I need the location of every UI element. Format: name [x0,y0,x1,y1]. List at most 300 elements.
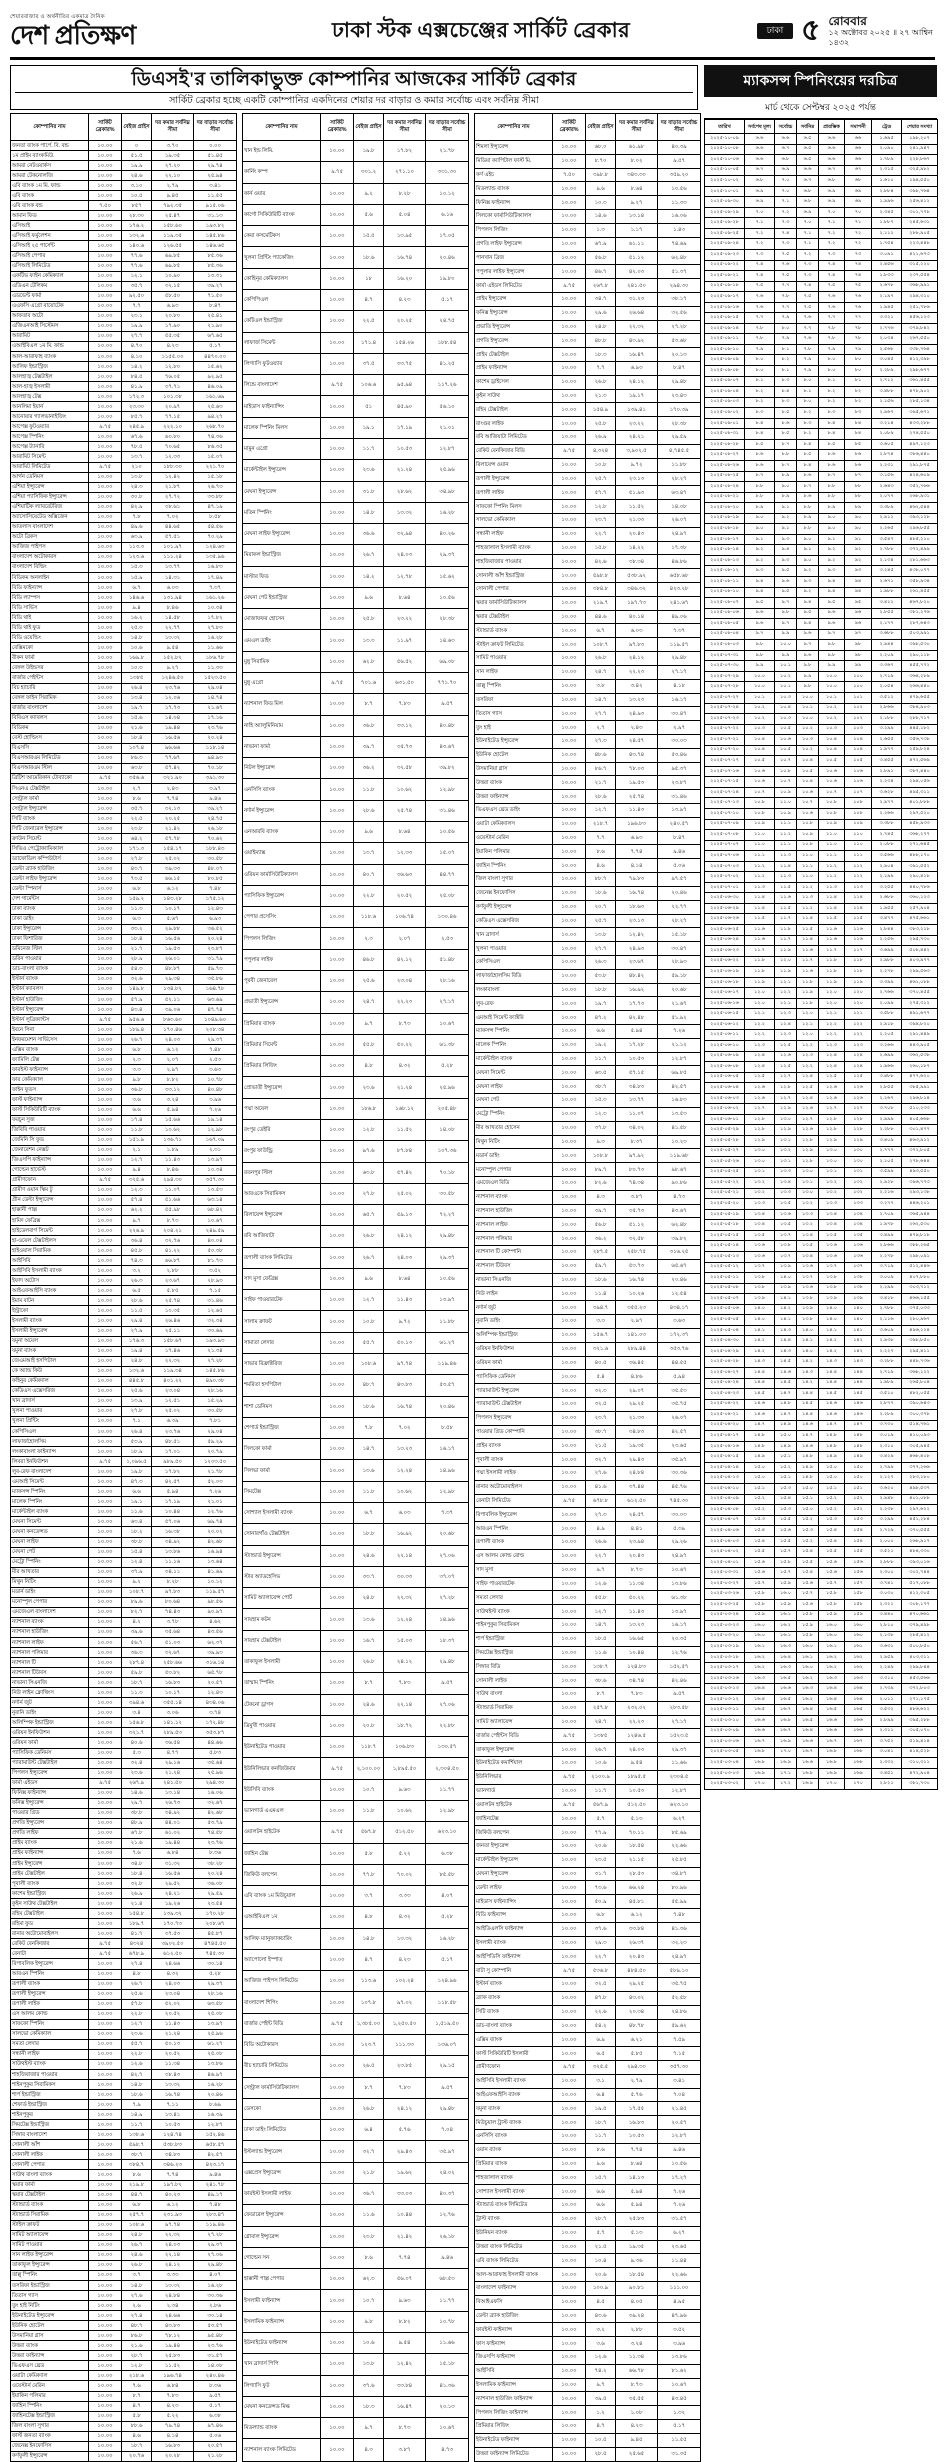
value-cell: ১০.৭ [354,2290,384,2311]
company-name-cell: গ্রামীণফোন [11,1175,89,1185]
value-cell: ৪.০৭ [194,2270,237,2280]
value-cell: ১০.০০ [89,1055,122,1065]
value-cell: ৪৭.১৯ [194,502,237,512]
value-cell: ৭.৪৮ [194,2200,237,2210]
value-cell: ৪৭.৮ [586,1991,616,2005]
value-cell: ২০৮.৬৭ [194,1919,237,1929]
value-cell: ১১.৪৩ [616,804,658,818]
company-name-cell: ইস্টার্ন ক্যাবলস [11,984,89,994]
date-cell: ২০২৫-০৯-১৭ [705,292,745,303]
company-name-cell: প্রিমিয়ার সিমেন্ট [243,1034,321,1055]
value-cell: ১০.৬ [354,2332,384,2353]
table-row [11,1045,237,1055]
value-cell: ১০.৫৩ [616,1052,658,1066]
value-cell: ৪২.৪৬ [658,1674,701,1688]
value-cell: ৮০.৮৫ [194,874,237,884]
company-name-cell: মাস্টার ফিড [243,566,321,587]
value-cell: ৩৩.০৩ [384,2184,426,2205]
date-cell: ২০২৫-০৪-২১ [705,1410,745,1421]
value-cell: ১০.০০ [89,1537,122,1547]
value-cell: ১৫৬.৭ [586,1328,616,1342]
table-row [475,1729,701,1743]
masthead-title [205,8,757,54]
value-cell: ২৫.৩ [122,623,152,633]
table-row [705,988,938,999]
value-cell: ২.৭১৯ [872,671,902,682]
value-cell: ৯.৭ [586,2378,616,2392]
value-cell: ১০.০০ [89,2230,122,2240]
company-name-cell: নুরানি ডাইং [11,1708,89,1718]
value-cell: ১০.০০ [89,974,122,984]
value-cell: ৭.২ [775,207,797,218]
value-cell: ১০.৬৭ [658,1563,701,1577]
table-row [11,1748,237,1758]
value-cell: ২৮১,৬৬৩ [902,555,938,566]
value-cell: ১০.০০ [553,237,586,251]
table-row [475,596,701,610]
company-name-cell: কেপিসিএল [11,1427,89,1437]
value-cell: ৯.৭ [745,629,775,640]
value-cell: ৯৪ [845,576,872,587]
value-cell: ১০.০০ [553,1135,586,1149]
table-row [475,444,701,458]
table-row [243,1034,469,1055]
value-cell: ১০.০০ [553,1052,586,1066]
value-cell: ৩৬২,৫৩৮ [902,1051,938,1062]
value-cell: ৭.৮ [797,344,819,355]
masthead-date: ১২ অক্টোবর ২০২৫ ॥ ২৭ আশ্বিন ১৪৩২ [828,27,933,47]
value-cell: ২৭.৭২ [152,492,194,502]
value-cell: ৭.৯ [122,2100,152,2110]
value-cell: ১৩.৪ [122,693,152,703]
value-cell: ৮৫.৫৮ [426,1864,469,1885]
value-cell: ১২.৮ [775,1083,797,1094]
date-cell: ২০২৫-০৯-০২ [705,408,745,419]
table-row [11,2120,237,2130]
value-cell: ১৮.৭ [122,2441,152,2451]
value-cell: ১০.০০ [89,1627,122,1637]
value-cell: ১২.১ [775,998,797,1009]
table-row [11,1326,237,1336]
value-cell: ১২৩ [845,1041,872,1052]
value-cell: ১০.০০ [89,663,122,673]
value-cell: ৩৯৮,৫৩০ [902,640,938,651]
value-cell: ৮.৩ [775,376,797,387]
value-cell: ১০.০০ [89,1005,122,1015]
company-name-cell: আইসিবি [11,1256,89,1266]
value-cell: ১১.৭ [586,1784,616,1798]
value-cell: ১৫.৭ [745,1578,775,1589]
value-cell: ১১.৪৩ [152,2019,194,2029]
value-cell: ৩.৫৩২ [872,1705,902,1716]
value-cell: ১৬.৮৩ [616,2116,658,2130]
value-cell: ১২.৮ [745,1114,775,1125]
value-cell: ৬.১৬ [426,204,469,225]
value-cell: ২৪.৭৫ [194,814,237,824]
value-cell: ১৪.২ [354,566,384,587]
company-name-cell: আলহাজ্ব টেক্সটাইল [11,372,89,382]
value-cell: ৭.১ [797,239,819,250]
value-cell: ১২.৯ [775,1104,797,1115]
value-cell: ৯.৬ [797,629,819,640]
value-cell: ৫.৭৬ [616,2088,658,2102]
company-name-cell: আপেক্স ট্যানারি [11,442,89,452]
value-cell: ১৩.৯৭ [194,2019,237,2029]
value-cell: ৩০.৩৩ [384,1566,426,1587]
company-name-cell: রূপালী ইন্স্যুরেন্স [475,472,553,486]
value-cell: ৫৯৮.৭ [122,2140,152,2150]
value-cell: ৪.৫ [586,2295,616,2309]
table-row [243,1205,469,1226]
value-cell: ১০.০০ [321,2226,354,2247]
value-cell: ১০.০০ [89,884,122,894]
value-cell: ১০.৪ [775,703,797,714]
value-cell: ২১.২৪ [152,1768,194,1778]
value-cell: ১২.৮৭ [658,2130,701,2144]
value-cell: ৭.০২ [384,1417,426,1438]
table-row [705,197,938,208]
value-cell: ১১.৮ [745,956,775,967]
company-name-cell: রিপাবলিক ইন্স্যুরেন্স [475,1508,553,1522]
company-name-cell: রহিম টেক্সটাইল [475,403,553,417]
table-row [243,141,469,162]
company-name-cell: বেঙ্গল উইন্ডসর [11,663,89,673]
value-cell: ১০.০০ [553,2337,586,2351]
value-cell: ২.৩১০ [872,1441,902,1452]
table-row [11,1185,237,1195]
table-row [11,301,237,311]
value-cell: ১০.০০ [89,1427,122,1437]
company-name-cell: আল-আরাফাহ ইসলামী ব্যাংক [475,2268,553,2282]
table-row [475,1853,701,1867]
value-cell: ২৩.৬ [354,460,384,481]
table-row [11,814,237,824]
value-cell: ১০.০০ [89,1798,122,1808]
value-cell: ২৬.৯ [122,1889,152,1899]
value-cell: ৩৪৬.৩২ [616,583,658,597]
value-cell: ২২.৮ [122,2049,152,2059]
value-cell: ৬.৬ [122,1487,152,1497]
value-cell: ৭৪.৬৯ [658,237,701,251]
value-cell: ৬২৩.১০ [658,1798,701,1812]
table-row [11,864,237,874]
value-cell: ২৫.৭ [586,472,616,486]
value-cell: ১২.৪৩ [194,904,237,914]
value-cell: ১০.০০ [89,372,122,382]
value-cell: ৯০ [845,513,872,524]
company-name-cell: সন্ধানী লাইফ [11,2049,89,2059]
date-cell: ২০২৫-০৮-২৬ [705,460,745,471]
value-cell: ১২.২ [775,988,797,999]
table-row [705,429,938,440]
value-cell: ৩০.১৪ [194,2311,237,2321]
value-cell: ৩৮.৪৩ [152,2070,194,2080]
value-cell: ১৪.৯৬ [426,1460,469,1481]
value-cell: ১০.০০ [89,1276,122,1286]
value-cell: ১০.০০ [89,2441,122,2451]
value-cell: ১০.০০ [89,291,122,301]
value-cell: ২.১১২ [872,228,902,239]
value-cell: ১৬.৬ [797,1737,819,1748]
value-cell: ১২.৪২ [152,472,194,482]
date-cell: ২০২৫-০৪-০৬ [705,1526,745,1537]
table-row [11,1939,237,1949]
value-cell: ১৪৩ [845,1357,872,1368]
value-cell: ১৪.২ [797,1378,819,1389]
value-cell: ৩৯৪.৬ [122,1698,152,1708]
table-row [705,366,938,377]
value-cell: ২৪১.৭৮ [194,2180,237,2190]
value-cell: ৪৪.৬৬ [194,1738,237,1748]
company-name-cell: কাশেম ইন্ডাস্ট্রিজ [11,1889,89,1899]
table-row [475,334,701,348]
value-cell: ২৯.৪৩ [616,1453,658,1467]
company-name-cell: পূবালী ব্যাংক [11,1879,89,1889]
value-cell: ১১.৬ [354,2205,384,2226]
value-cell: ১৬.১৭ [426,1439,469,1460]
value-cell: ১৯.৪ [122,1346,152,1356]
date-cell: ২০২৫-০৮-১৯ [705,513,745,524]
value-cell: ১০৬ [845,777,872,788]
value-cell: ৪৫.৮১ [616,1895,658,1909]
table-row [705,492,938,503]
value-cell: ১৬.৪৭ [616,348,658,362]
company-name-cell: আমরা টেকনোলজি [11,171,89,181]
value-cell: ২.৮৮৮ [872,1557,902,1568]
value-cell: ১৪.১ [775,1315,797,1326]
value-cell: ৯৮.৬৭ [658,1163,701,1177]
value-cell: ১০.০০ [553,2309,586,2323]
company-name-cell: ইউনিলিভার [475,1770,553,1784]
value-cell: ১০.০০ [89,593,122,603]
value-cell: ৪৪৩,৯০৫ [902,1041,938,1052]
value-cell: ৩৮.৮ [122,1537,152,1547]
value-cell: ৪৪.০১ [152,1818,194,1828]
value-cell: ৬.৬ [586,1025,616,1039]
value-cell: ৫৩.৮২ [152,1668,194,1678]
value-cell: ৮.৬৯ [194,2100,237,2110]
value-cell: ১৮.৬ [586,1273,616,1287]
value-cell: ২৩.৬৫ [658,2240,701,2254]
table-row [475,1232,701,1246]
value-cell: ১১৮ [845,956,872,967]
table-row [11,984,237,994]
value-cell: ১৯৩.৯৩ [194,1336,237,1346]
table-row [243,1843,469,1864]
value-cell: ৩.৪২ [616,679,658,693]
company-name-cell: মীর আখতার [11,1567,89,1577]
value-cell: ২৬.৮ [354,2098,384,2119]
value-cell: ৪৫৬,১২৩ [902,313,938,324]
date-cell: ২০২৫-০৫-২৯ [705,1125,745,1136]
value-cell: ১৫.২ [797,1515,819,1526]
table-row [705,1726,938,1737]
table-row [475,997,701,1011]
value-cell: ১১.২ [797,903,819,914]
value-cell: ২১.৮৭ [152,482,194,492]
date-cell: ২০২৫-০৬-১৭ [705,988,745,999]
value-cell: ৯.৭৫ [321,2013,354,2034]
value-cell: ১০.০০ [553,210,586,224]
company-name-cell: ফরচুন সুজ [11,1115,89,1125]
value-cell: ১৭.৪ [122,1115,152,1125]
value-cell: ৪৫.৮ [122,1246,152,1256]
value-cell: ২২.৮ [354,885,384,906]
value-cell: ১৭.০১ [152,1447,194,1457]
company-name-cell: নিউ লাইন ক্লোথিংস [11,1688,89,1698]
table-row [11,2200,237,2210]
value-cell: ১৫৪.৮ [122,1909,152,1919]
value-cell: ১১.০ [797,872,819,883]
company-name-cell: প্যারামাউন্ট ইন্স্যুরেন্স [475,1384,553,1398]
value-cell: ২৭.২৮ [194,2230,237,2240]
company-name-cell: ইসলামী ইন্স্যুরেন্স [11,1326,89,1336]
value-cell: ১০.০০ [89,1356,122,1366]
value-cell: ১৩.৬ [797,1262,819,1273]
company-name-cell: উত্তরা ব্যাংক [475,776,553,790]
table-row [475,693,701,707]
value-cell: ১২.৭৬ [658,1646,701,1660]
table-row [11,1778,237,1788]
company-name-cell: গ্লোবাল ইন্স্যুরেন্স [243,2226,321,2247]
value-cell: ৭.৭ [745,313,775,324]
value-cell: ২৯.৪৩ [384,2141,426,2162]
value-cell: ৩.৬৩১ [872,1642,902,1653]
table-row [475,1176,701,1190]
value-cell: ৩.৮৭ [616,1190,658,1204]
value-cell: ৩.৩৮৮ [872,819,902,830]
value-cell: ৫৭.৪ [122,1195,152,1205]
value-cell: ১০.০০ [89,2321,122,2331]
table-row [11,854,237,864]
value-cell: ১০.০০ [553,1922,586,1936]
value-cell: ৮৯.৬ [122,1597,152,1607]
table-row [475,2060,701,2074]
table-row [475,1715,701,1729]
value-cell: ১০.০০ [89,763,122,773]
table-row [475,1549,701,1563]
value-cell: ৭.৩ [745,250,775,261]
value-cell: ৭৬ [845,302,872,313]
company-name-cell: মনোস্পুল পেপার [475,1163,553,1177]
company-name-cell: এনআরবি ব্যাংক [243,822,321,843]
table-row [11,1798,237,1808]
company-name-cell: রূপালী ব্যাংক [11,1979,89,1989]
value-cell: ৭.৯ [819,344,845,355]
company-name-cell: স্কয়ার ফার্মাসিউটিক্যালস [475,596,553,610]
value-cell: ৯৫ [845,598,872,609]
value-cell: ৪.৪১ [616,1522,658,1536]
table-row [475,1508,701,1522]
value-cell: ৬.৭ [797,176,819,187]
table-row [243,928,469,949]
value-cell: ৫০৩,৯৯১ [902,629,938,640]
value-cell: ২৭.৪ [122,1959,152,1969]
value-cell: ৬.৯ [775,165,797,176]
value-cell: ১০.০০ [553,610,586,624]
company-name-cell: মেঘনা সিমেন্ট [11,1517,89,1527]
company-name-cell: বাংলাদেশ বিল্ডিং [11,562,89,572]
value-cell: ৯.৬ [586,182,616,196]
value-cell: ১৫.৬৬ [152,1115,194,1125]
value-cell: ৩৪.৯২ [152,1537,194,1547]
table-row [11,1226,237,1236]
value-cell: ৫.৯৪ [616,2185,658,2199]
table-row [243,1354,469,1375]
value-cell: ১০.০০ [553,776,586,790]
value-cell: ১৬.০ [797,1663,819,1674]
value-cell: ৭২ [845,239,872,250]
value-cell: ১৫.৬২ [194,362,237,372]
value-cell: ৪৯৮,৫৩৭ [902,1484,938,1495]
value-cell: ১১.১ [819,851,845,862]
value-cell: ১১৫ [845,914,872,925]
company-name-cell: মেঘনা লাইফ ইন্স্যুরেন্স [243,524,321,545]
value-cell: ১৪.২ [745,1346,775,1357]
value-cell: ১৬.৭৪ [384,1396,426,1417]
table-row [11,261,237,271]
table-row [475,2240,701,2254]
value-cell: ২৩.৭৬ [194,1838,237,1848]
value-cell: ২৭.১৭ [658,665,701,679]
value-cell: ১২.০ [797,1009,819,1020]
value-cell: ৩৯১.৩০ [194,773,237,783]
value-cell: ১০.০০ [553,1605,586,1619]
value-cell: ২১.৯০ [194,321,237,331]
company-name-cell: রাংগুর লাইফ [475,417,553,431]
value-cell: ৩২.৩৪ [194,1316,237,1326]
value-cell: ২৭.৯ [122,1326,152,1336]
company-name-cell: এশিয়া ইন্স্যুরেন্স [11,482,89,492]
value-cell: ৫৭.৭৮ [152,834,194,844]
value-cell: ১০.৫৩ [616,1784,658,1798]
value-cell: ৮.৩৭ [616,1135,658,1149]
value-cell: ৮.৪ [819,429,845,440]
value-cell: ৩১.৫৭ [658,2212,701,2226]
table-row [243,2332,469,2353]
value-cell: ২৫.৬ [122,1386,152,1396]
value-cell: ২৫৭.৭ [122,2210,152,2220]
value-cell: ২৩.৮ [354,2226,384,2247]
value-cell: ৯৮ [845,650,872,661]
value-cell: ৩৯.৮২ [426,758,469,779]
value-cell: ৯.৬ [775,576,797,587]
table-row [475,1591,701,1605]
value-cell: ৩২.৭৬ [152,1236,194,1246]
value-cell: ১০.০০ [553,624,586,638]
value-cell: ২২.৫ [354,311,384,332]
value-cell: ২৮.৭ [586,2212,616,2226]
value-cell: ১৩৪ [845,1209,872,1220]
table-row [705,1083,938,1094]
value-cell: ৯.৭৫ [89,462,122,472]
value-cell: ১৫.০ [797,1484,819,1495]
table-row [11,1507,237,1517]
table-row [243,311,469,332]
value-cell: ১২.৭৬ [426,2205,469,2226]
company-name-cell: মেট্রো স্পিনিং [11,1557,89,1567]
table-row [705,1357,938,1368]
table-row [475,2309,701,2323]
table-row [705,935,938,946]
value-cell: ৯৭.০২ [384,1992,426,2013]
value-cell: ৪৬.০৯ [194,382,237,392]
table-row [11,1909,237,1919]
value-cell: ২৬৮,৯১৭ [902,1536,938,1547]
value-cell: ১০.০০ [89,1316,122,1326]
company-name-cell: এশিয়া প্যাসিফিক ইন্স্যুরেন্স [11,492,89,502]
table-row [243,907,469,928]
